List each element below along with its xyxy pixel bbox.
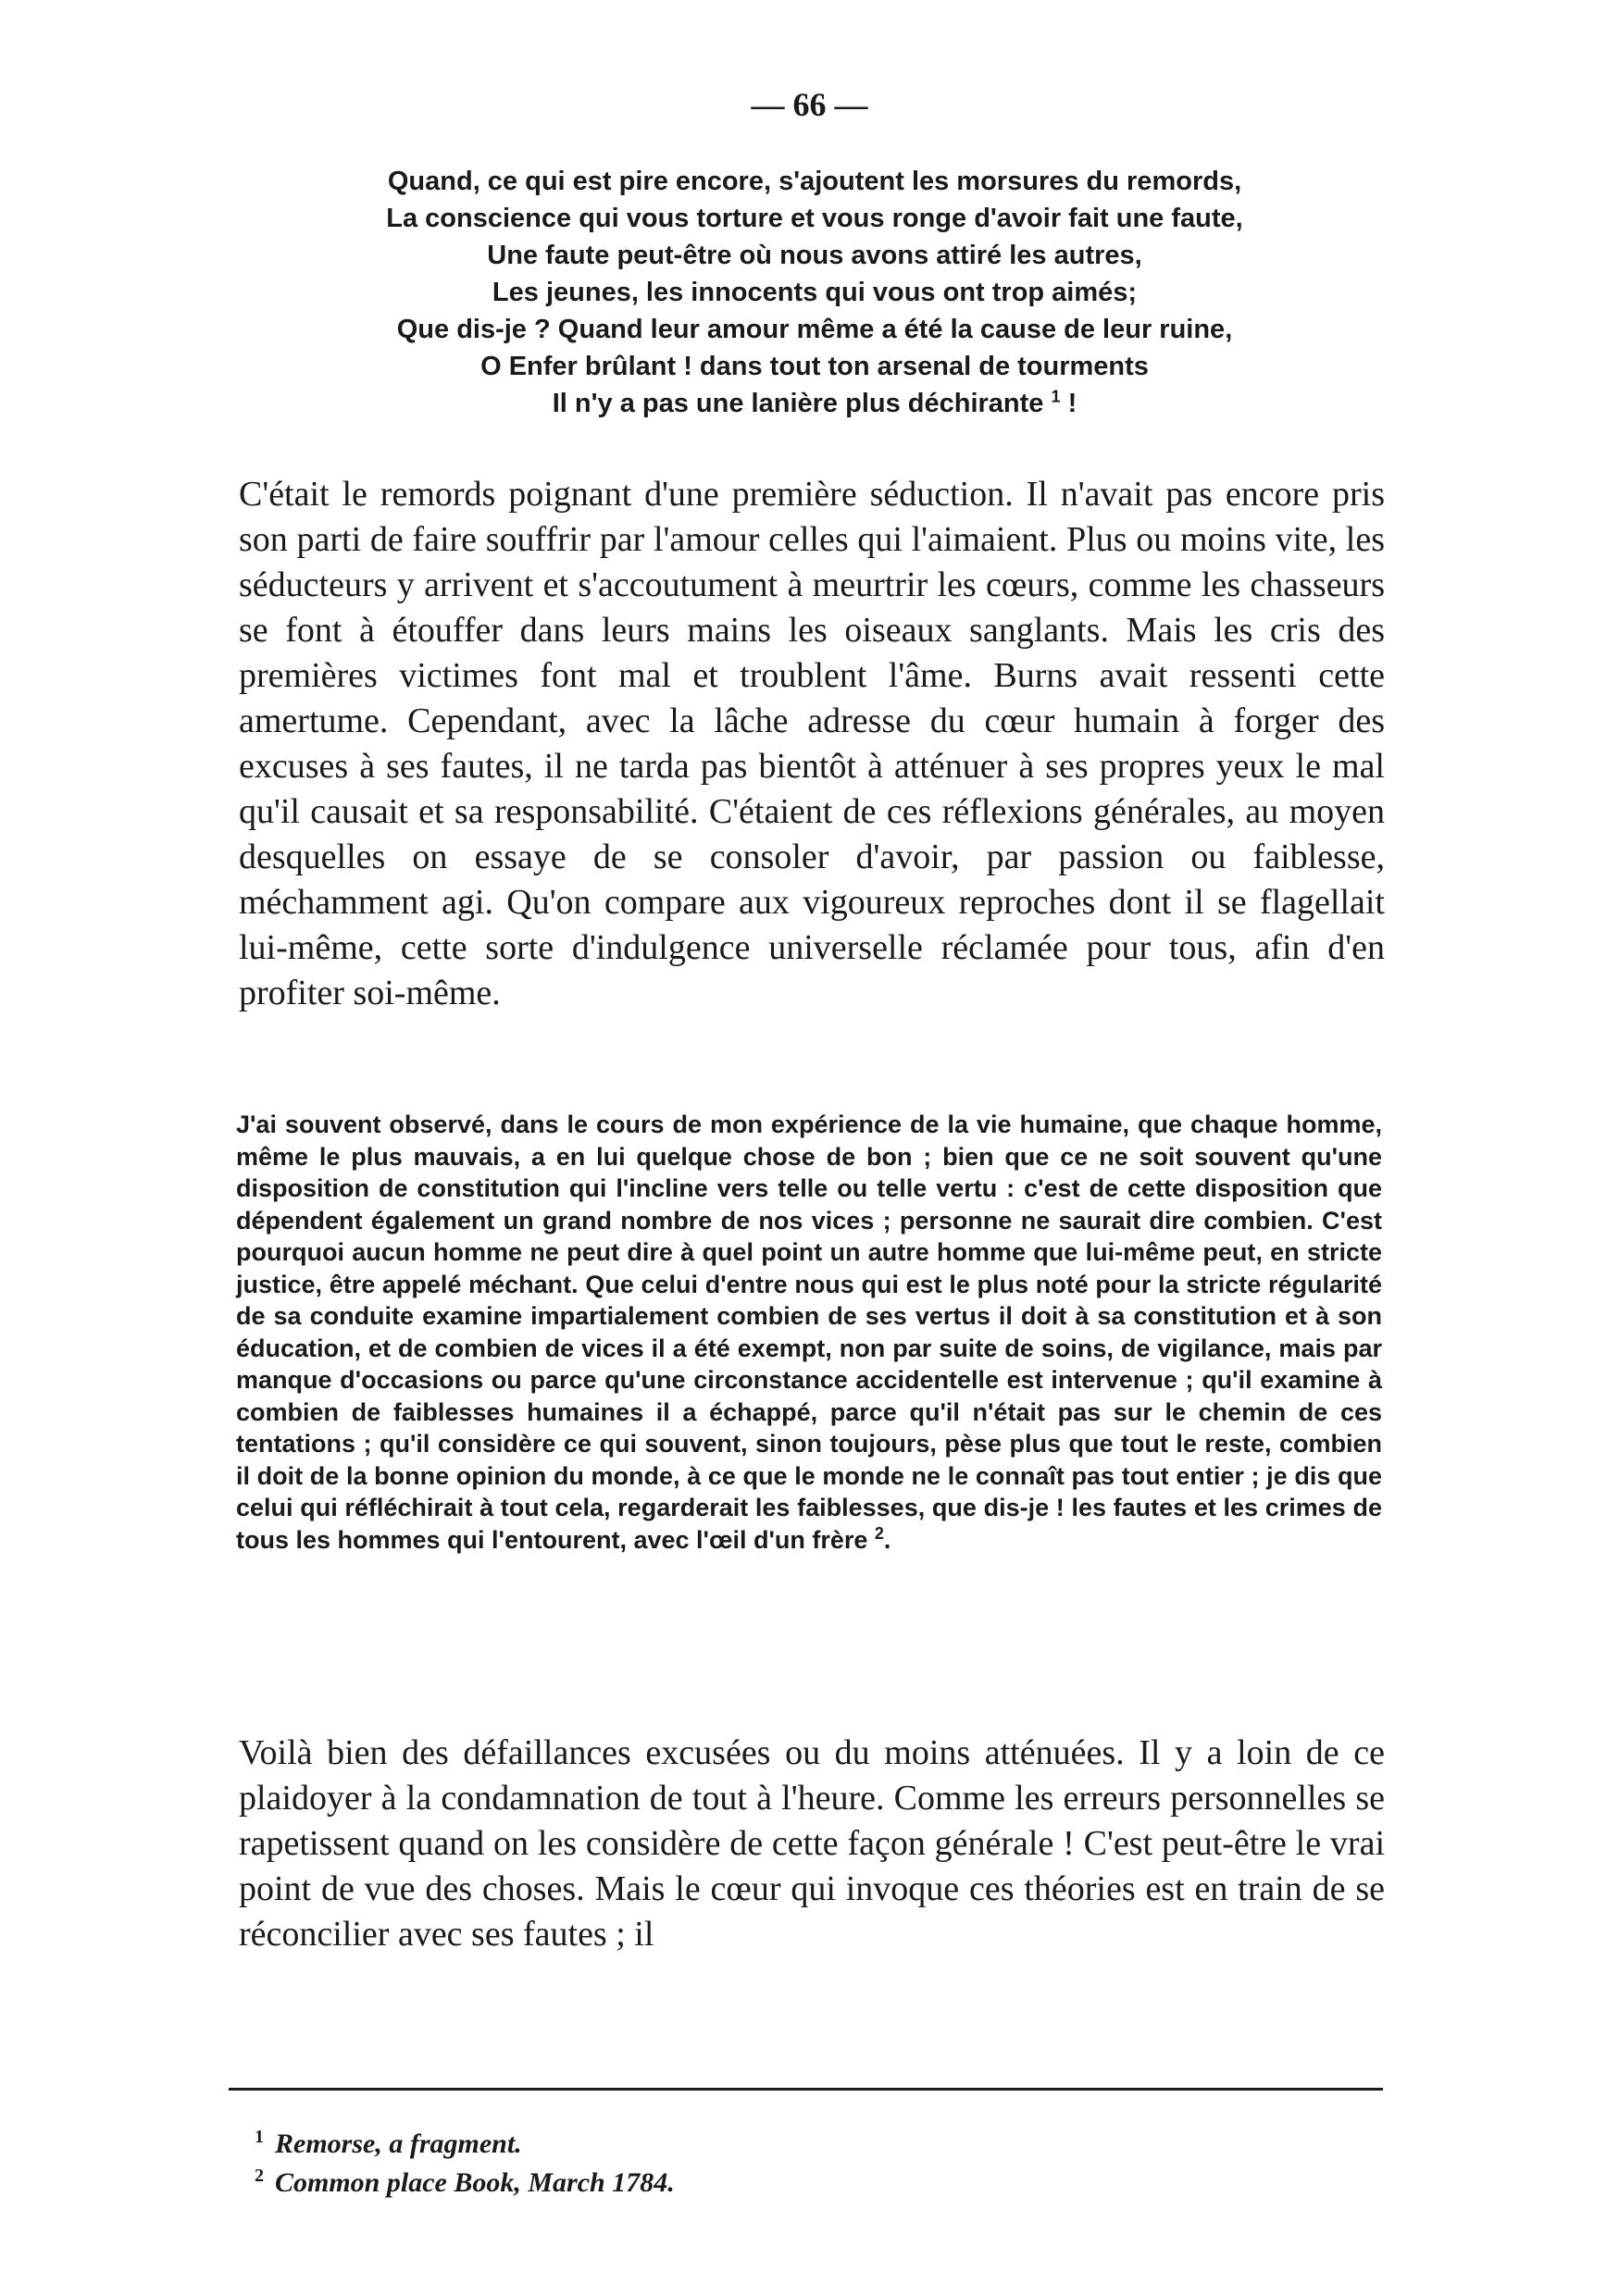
footnote-1-mark: 1 xyxy=(255,2127,264,2147)
footnote-ref-2: 2 xyxy=(874,1523,884,1543)
verse-line-7 xyxy=(305,385,1324,422)
body-paragraph-2: Voilà bien des défaillances excusées ou du moins atténuées. Il y a loin de ce plaidoyer à la condamnation de tout à l'heure. Comme les erreurs personnelles se rapetissent quand on les considère de cette façon générale ! C'est peut-être le vrai point de vue des choses. Mais le cœur qui invoque ces théories est en train de se réconcilier avec ses fautes ; il xyxy=(239,1733,1385,1954)
body-paragraph-1: C'était le remords poignant d'une première séduction. Il n'avait pas encore pris son parti de faire souffrir par l'amour celles qui l'aimaient. Plus ou moins vite, les séducteurs y arrivent et s'accoutument à meurtrir les cœurs, comme les chasseurs se font à étouffer dans leurs mains les oiseaux sanglants. Mais les cris des premières victimes font mal et troublent l'âme. Burns avait ressenti cette amertume. Cependant, avec la lâche adresse du cœur humain à forger des excuses à ses fautes, il ne tarda pas bientôt à atténuer à ses propres yeux le mal qu'il causait et sa responsabilité. C'étaient de ces réflexions générales, au moyen desquelles on essaye de se consoler d'avoir, par passion ou faiblesse, méchamment agi. Qu'on compare aux vigoureux reproches dont il se flagellait lui-même, cette sorte d'indulgence universelle réclamée pour tous, afin d'en profiter soi-même. xyxy=(239,475,1385,1012)
footnotes xyxy=(255,2125,1365,2203)
verse-line-4: Les jeunes, les innocents qui vous ont trop aimés; xyxy=(492,278,1138,307)
quoted-passage-text: J'ai souvent observé, dans le cours de mon expérience de la vie humaine, que chaque homme, même le plus mauvais, a en lui quelque chose de bon ; bien que ce ne soit souvent qu'une disposition de constitution qui l'incline vers telle ou telle vertu : c'est de cette disposition que dépendent également un grand nombre de nos vices ; personne ne saurait dire combien. C'est pourquoi aucun homme ne peut dire à quel point un autre homme que lui-même peut, en stricte justice, être appelé méchant. Que celui d'entre nous qui est le plus noté pour la stricte régularité de sa conduite examine impartialement combien de ses vertus il doit à sa constitution et à son éducation, et de combien de vices il a été exempt, non par suite de soins, de vigilance, mais par manque d'occasions ou parce qu'une circonstance accidentelle est intervenue ; qu'il examine à combien de faiblesses humaines il a échappé, parce qu'il n'était pas sur le chemin de ces tentations ; qu'il considère ce qui souvent, sinon toujours, pèse plus que tout le reste, combien il doit de la bonne opinion du monde, à ce que le monde ne le connaît pas tout entier ; je dis que celui qui réfléchirait à tout cela, regarderait les faiblesses, que dis-je ! les fautes et les crimes de tous les hommes qui l'entourent, avec l'œil d'un frère xyxy=(236,1111,1382,1554)
footnote-1-text: Remorse, a fragment. xyxy=(275,2128,522,2159)
verse-line-2: La conscience qui vous torture et vous ronge d'avoir fait une faute, xyxy=(386,204,1243,233)
quoted-passage xyxy=(236,1109,1382,1556)
footnote-2-mark: 2 xyxy=(255,2166,264,2186)
footnote-divider xyxy=(229,2088,1383,2091)
verse-block xyxy=(305,163,1324,422)
footnote-2-text: Common place Book, March 1784. xyxy=(275,2167,675,2198)
verse-line-3: Une faute peut-être où nous avons attiré les autres, xyxy=(487,241,1142,270)
verse-line-5: Que dis-je ? Quand leur amour même a été la cause de leur ruine, xyxy=(396,315,1233,344)
footnote-1 xyxy=(255,2125,1365,2164)
footnote-2 xyxy=(255,2164,1365,2203)
quoted-passage-end: . xyxy=(883,1525,891,1554)
verse-line-6: O Enfer brûlant ! dans tout ton arsenal de tourments xyxy=(480,352,1149,381)
verse-line-7-end: ! xyxy=(1060,389,1077,418)
verse-line-7-text: Il n'y a pas une lanière plus déchirante xyxy=(552,389,1044,418)
footnote-ref-1: 1 xyxy=(1051,387,1061,406)
page-number: — 66 — xyxy=(751,86,868,123)
verse-line-1: Quand, ce qui est pire encore, s'ajoutent les morsures du remords, xyxy=(387,167,1242,196)
